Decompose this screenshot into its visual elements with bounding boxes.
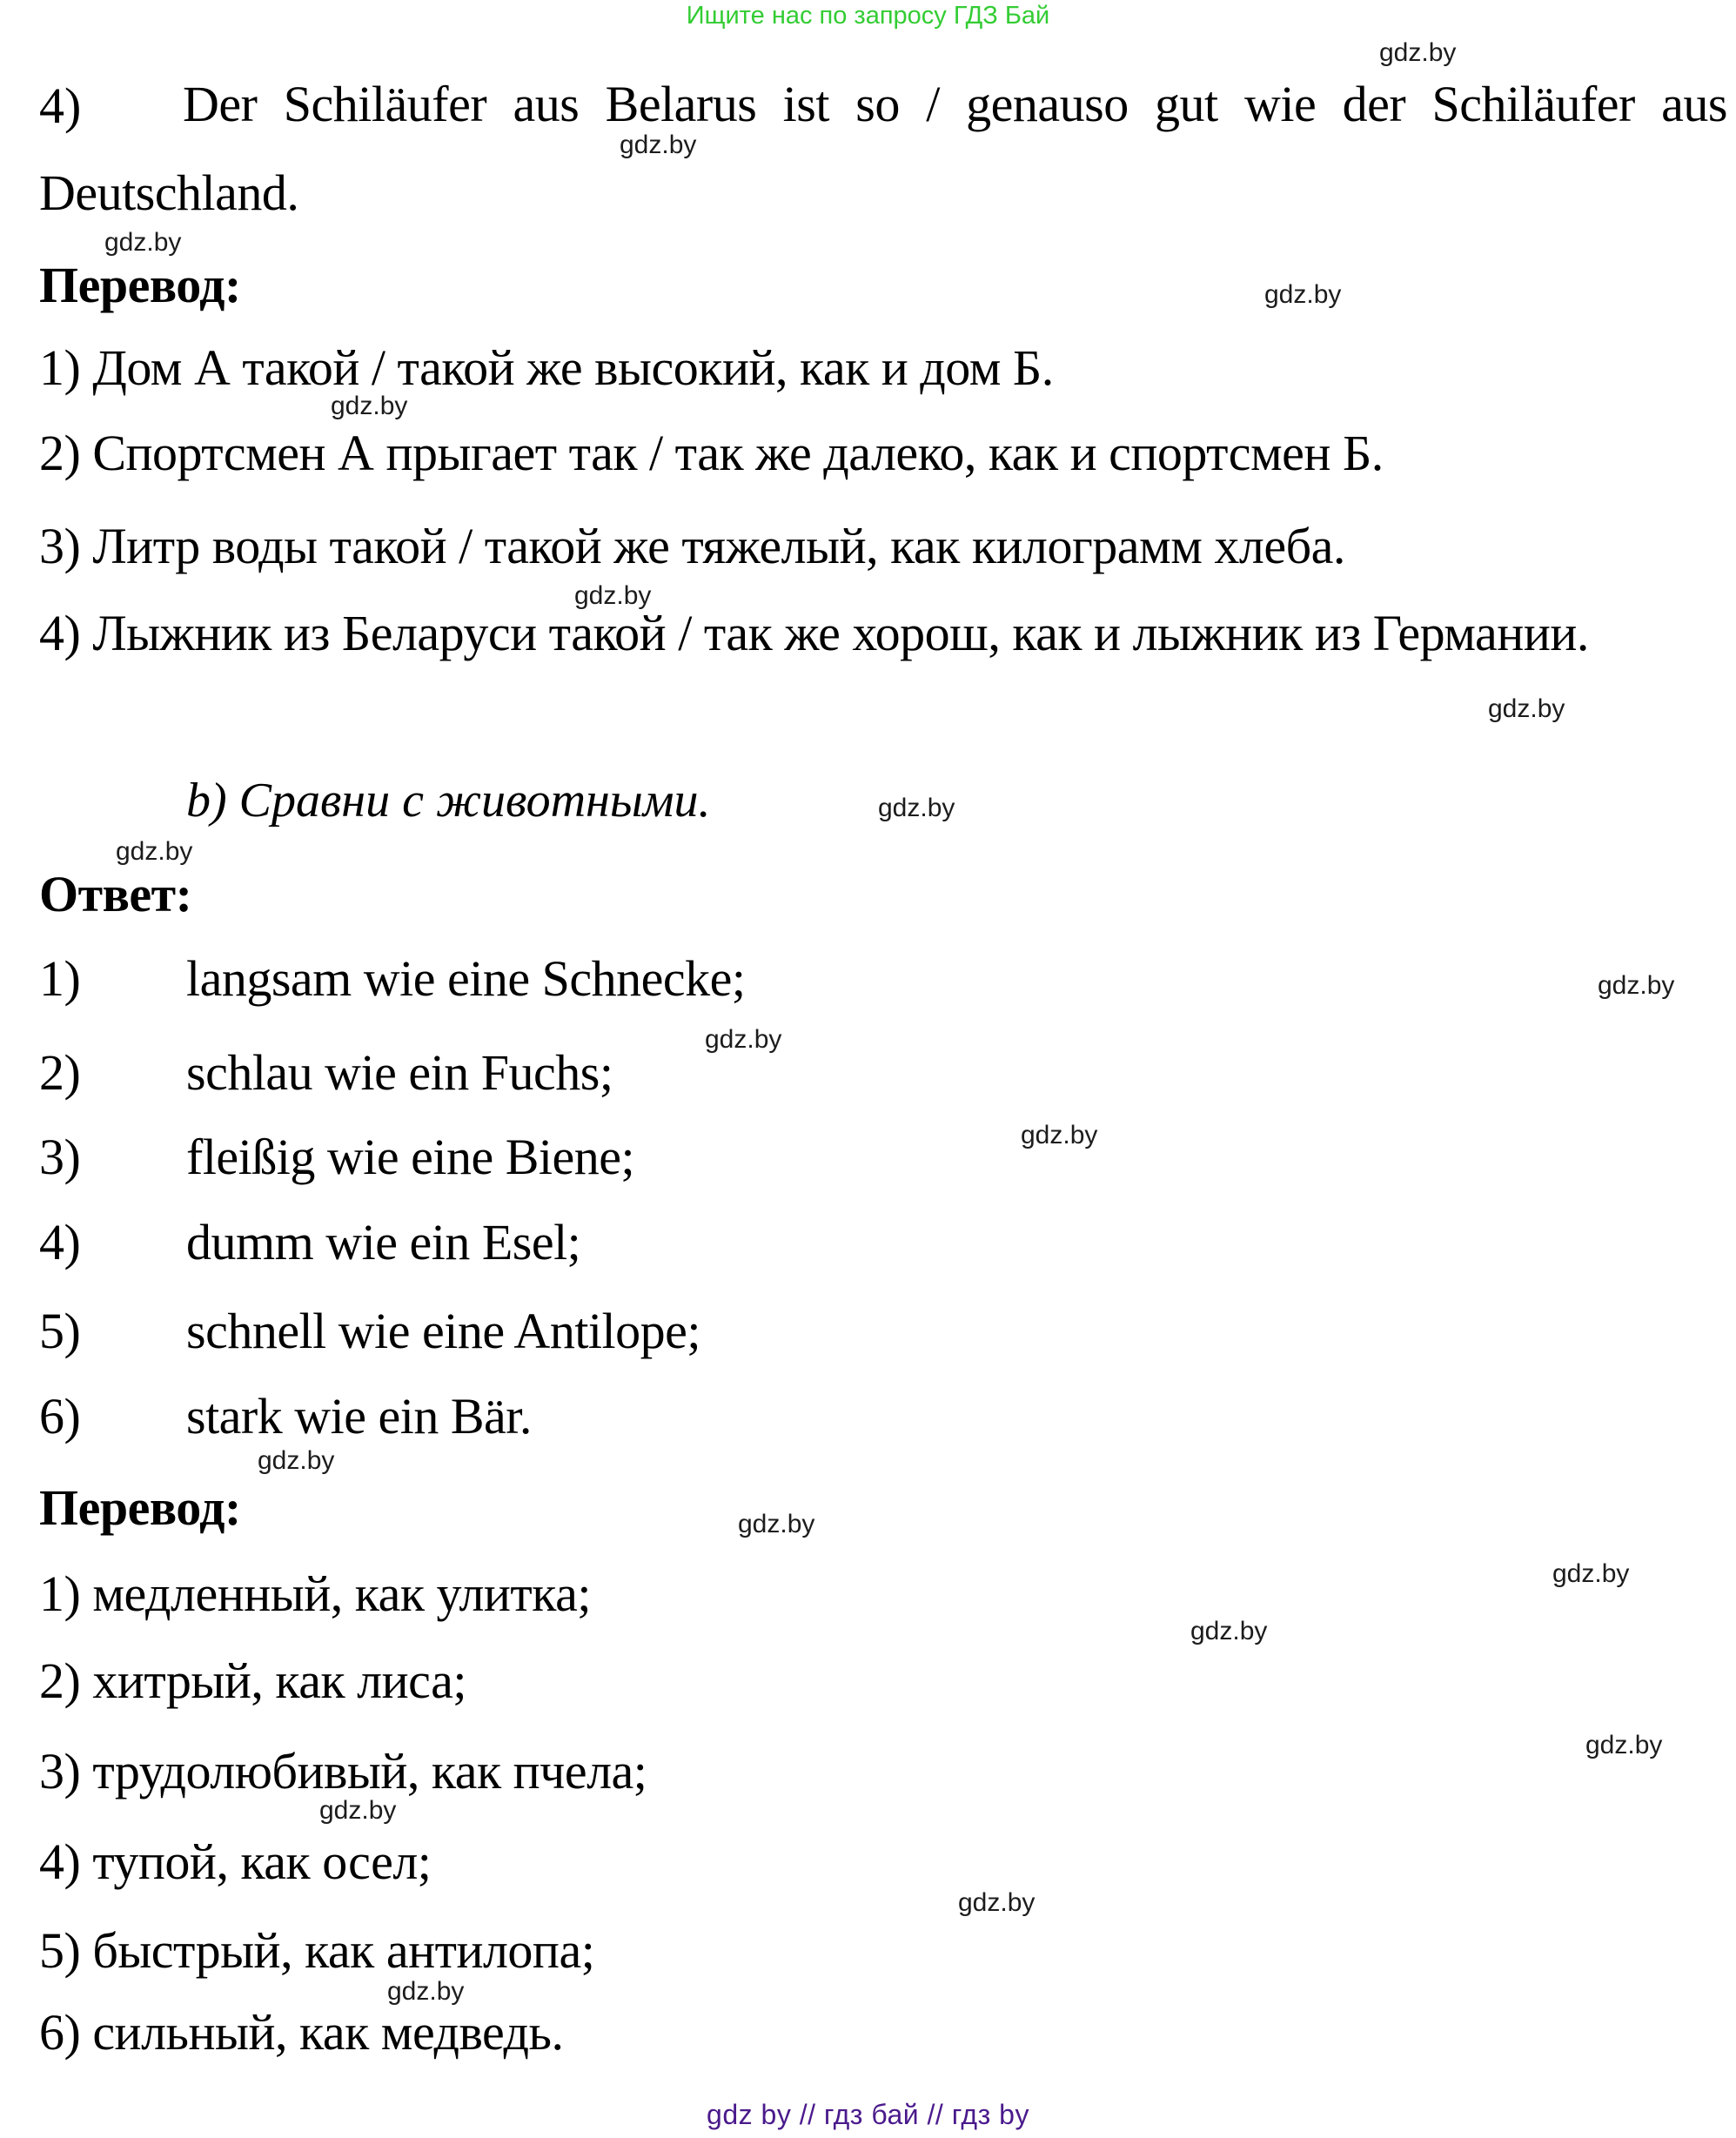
watermark-gdzby: gdz.by bbox=[1021, 1121, 1098, 1149]
watermark-gdzby: gdz.by bbox=[258, 1446, 335, 1475]
exercise-b-title: b) Сравни с животными. bbox=[186, 774, 711, 828]
exercise-b-answer-item-4 bbox=[39, 1215, 580, 1270]
watermark-gdzby: gdz.by bbox=[1190, 1617, 1268, 1645]
exercise-a-translation-item-1: 1) Дом А такой / такой же высокий, как и дом Б. bbox=[39, 339, 1054, 396]
watermark-gdzby: gdz.by bbox=[620, 131, 697, 159]
answer-item-number: 5) bbox=[39, 1303, 81, 1359]
watermark-gdzby: gdz.by bbox=[1552, 1559, 1630, 1588]
answer-item-text: schnell wie eine Antilope; bbox=[186, 1303, 701, 1359]
watermark-gdzby: gdz.by bbox=[331, 392, 408, 420]
exercise-b-answer-item-1 bbox=[39, 951, 745, 1007]
exercise-a-item4-text: Der Schiläufer aus Belarus ist so / genauso gut wie der Schiläufer aus bbox=[183, 76, 1727, 132]
exercise-b-answer-item-2 bbox=[39, 1045, 613, 1101]
answer-item-text: schlau wie ein Fuchs; bbox=[186, 1044, 613, 1101]
exercise-b-translation-item-2: 2) хитрый, как лиса; bbox=[39, 1652, 466, 1709]
watermark-gdzby: gdz.by bbox=[1488, 694, 1565, 723]
exercise-b-translation-item-3: 3) трудолюбивый, как пчела; bbox=[39, 1743, 647, 1800]
watermark-gdzby: gdz.by bbox=[738, 1510, 815, 1538]
answer-item-text: dumm wie ein Esel; bbox=[186, 1214, 581, 1270]
exercise-b-translation-item-4: 4) тупой, как осел; bbox=[39, 1833, 432, 1890]
answer-item-number: 4) bbox=[39, 1214, 81, 1270]
answer-item-text: langsam wie eine Schnecke; bbox=[186, 950, 746, 1007]
exercise-a-translation-item-3: 3) Литр воды такой / такой же тяжелый, как килограмм хлеба. bbox=[39, 518, 1345, 574]
exercise-a-item4-continuation: Deutschland. bbox=[39, 164, 299, 221]
watermark-gdzby: gdz.by bbox=[878, 794, 955, 822]
watermark-gdzby: gdz.by bbox=[104, 228, 182, 257]
watermark-gdzby: gdz.by bbox=[1379, 38, 1457, 67]
exercise-b-translation-item-5: 5) быстрый, как антилопа; bbox=[39, 1922, 595, 1979]
watermark-gdzby: gdz.by bbox=[1264, 280, 1342, 309]
watermark-gdzby: gdz.by bbox=[1585, 1731, 1663, 1759]
footer-text: gdz by // гдз бай // гдз by bbox=[707, 2099, 1029, 2130]
exercise-b-translation-heading: Перевод: bbox=[39, 1479, 241, 1536]
exercise-b-answer-heading: Ответ: bbox=[39, 866, 192, 922]
exercise-a-translation-item-4: 4) Лыжник из Беларуси такой / так же хорош, как и лыжник из Германии. bbox=[39, 605, 1589, 661]
exercise-b-translation-item-6: 6) сильный, как медведь. bbox=[39, 2004, 564, 2061]
exercise-b-translation-item-1: 1) медленный, как улитка; bbox=[39, 1565, 591, 1622]
answer-item-number: 3) bbox=[39, 1129, 81, 1185]
watermark-gdzby: gdz.by bbox=[1598, 971, 1675, 1000]
promo-banner: Ищите нас по запросу ГДЗ Бай bbox=[686, 2, 1050, 30]
watermark-gdzby: gdz.by bbox=[574, 581, 652, 610]
answer-item-number: 6) bbox=[39, 1388, 81, 1444]
exercise-b-answer-item-5 bbox=[39, 1304, 700, 1359]
watermark-gdzby: gdz.by bbox=[319, 1796, 397, 1825]
watermark-gdzby: gdz.by bbox=[705, 1025, 782, 1054]
exercise-b-answer-item-6 bbox=[39, 1389, 532, 1444]
exercise-a-item4-number: 4) bbox=[39, 77, 82, 134]
watermark-gdzby: gdz.by bbox=[116, 837, 193, 866]
watermark-gdzby: gdz.by bbox=[958, 1888, 1036, 1917]
answer-item-text: fleißig wie eine Biene; bbox=[186, 1129, 635, 1185]
answer-item-text: stark wie ein Bär. bbox=[186, 1388, 532, 1444]
exercise-a-translation-heading: Перевод: bbox=[39, 257, 241, 313]
watermark-gdzby: gdz.by bbox=[387, 1977, 465, 2006]
exercise-b-answer-item-3 bbox=[39, 1129, 634, 1185]
exercise-a-translation-item-2: 2) Спортсмен А прыгает так / так же далеко, как и спортсмен Б. bbox=[39, 425, 1384, 481]
answer-item-number: 2) bbox=[39, 1044, 81, 1101]
answer-item-number: 1) bbox=[39, 950, 81, 1007]
